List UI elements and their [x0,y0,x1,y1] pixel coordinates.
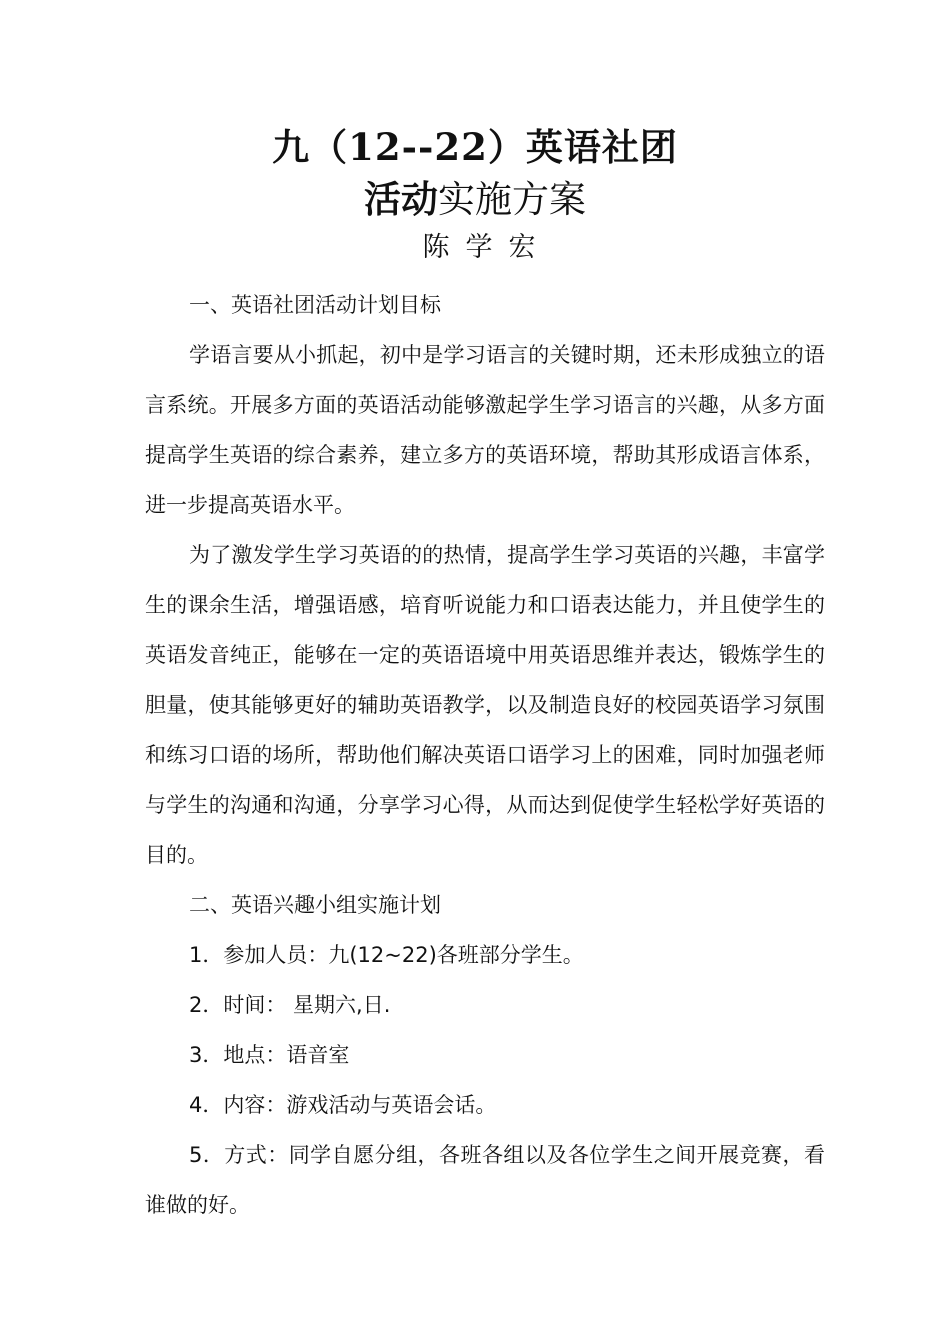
list-item: 1．参加人员：九(12~22)各班部分学生。 [189,943,584,967]
subtitle-rest-part: 实施方案 [438,178,586,221]
list-item: 2．时间： 星期六,日. [189,993,391,1017]
list-item: 4．内容：游戏活动与英语会话。 [189,1093,497,1117]
section-heading: 一、英语社团活动计划目标 [189,293,441,317]
author-name: 陈学宏 [422,232,552,263]
document-body [145,280,825,1230]
document-title: 九（12--22）英语社团 [272,125,678,169]
list-item: 5．方式：同学自愿分组，各班各组以及各位学生之间开展竞赛，看谁做的好。 [145,1143,825,1217]
document-subtitle [0,174,950,225]
list-item: 3．地点：语音室 [189,1043,350,1067]
subtitle-bold-part: 活动 [364,177,438,221]
paragraph: 学语言要从小抓起，初中是学习语言的关键时期，还未形成独立的语言系统。开展多方面的英语活动能够激起学生学习语言的兴趣，从多方面提高学生英语的综合素养，建立多方的英语环境，帮助其形成语言体系，进一步提高英语水平。 [145,343,825,517]
section-heading: 二、英语兴趣小组实施计划 [189,893,441,917]
paragraph: 为了激发学生学习英语的的热情，提高学生学习英语的兴趣，丰富学生的课余生活，增强语感，培育听说能力和口语表达能力，并且使学生的英语发音纯正，能够在一定的英语语境中用英语思维并表达，锻炼学生的胆量，使其能够更好的辅助英语教学，以及制造良好的校园英语学习氛围和练习口语的场所，帮助他们解决英语口语学习上的困难，同时加强老师与学生的沟通和沟通，分享学习心得，从而达到促使学生轻松学好英语的目的。 [145,543,825,867]
